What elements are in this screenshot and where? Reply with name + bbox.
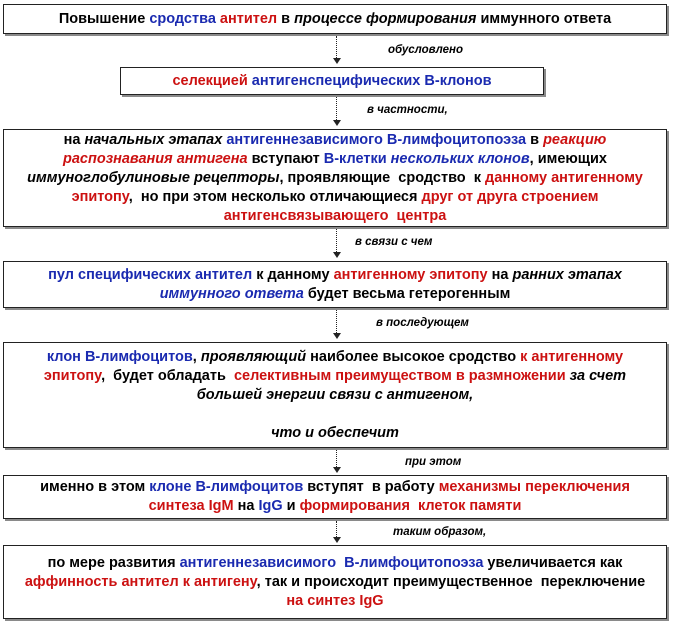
text-segment: формирования клеток памяти bbox=[299, 498, 522, 514]
box-line bbox=[4, 367, 666, 386]
text-segment: антигеннезависимого В-лимфоцитопоэза bbox=[226, 131, 527, 148]
text-segment: антигенному эпитопу bbox=[333, 266, 488, 283]
text-segment: сродства bbox=[149, 10, 216, 27]
text-segment: антител bbox=[219, 10, 278, 27]
text-segment: антигенсвязывающего центра bbox=[223, 207, 447, 224]
box-line bbox=[4, 573, 666, 592]
text-segment: селективным преимуществом в размножении bbox=[233, 367, 566, 384]
text-segment: на синтез IgG bbox=[286, 592, 384, 609]
connector-line bbox=[336, 310, 337, 333]
arrow-down-icon bbox=[333, 333, 341, 339]
text-segment: за счет bbox=[565, 367, 627, 384]
text-segment: , проявляющие сродство к bbox=[279, 169, 485, 186]
text-segment: большей энергии связи с антигеном, bbox=[196, 386, 474, 403]
text-segment: начальных этапах bbox=[84, 131, 223, 148]
connector-line bbox=[336, 229, 337, 252]
box-line bbox=[4, 478, 666, 497]
text-segment: увеличивается как bbox=[483, 554, 623, 571]
box-line bbox=[4, 285, 666, 304]
box-line bbox=[4, 207, 666, 226]
text-segment: в bbox=[526, 131, 544, 148]
increase-affinity-box bbox=[3, 4, 667, 34]
text-segment: Повышение bbox=[58, 10, 150, 27]
box-line bbox=[4, 554, 666, 573]
text-segment bbox=[333, 406, 337, 422]
text-segment: друг от друга bbox=[421, 188, 518, 205]
text-segment: на bbox=[487, 266, 513, 283]
text-segment: что и обеспечит bbox=[271, 424, 399, 441]
text-segment: , так и происходит преимущественное переключение bbox=[256, 573, 646, 590]
text-segment: , bbox=[192, 348, 201, 365]
box-line bbox=[4, 592, 666, 611]
text-segment: эпитопу bbox=[71, 188, 129, 205]
box-line bbox=[4, 169, 666, 188]
box-line bbox=[4, 10, 666, 29]
text-segment: к антигенному bbox=[520, 348, 624, 365]
connector-label: обусловлено bbox=[388, 44, 463, 56]
connector-line bbox=[336, 450, 337, 467]
text-segment: антигенспецифических В-клонов bbox=[251, 72, 492, 89]
connector-label: в частности, bbox=[367, 104, 448, 116]
text-segment: иммунного ответа bbox=[476, 10, 612, 27]
box-line bbox=[4, 150, 666, 169]
connector-label: таким образом, bbox=[393, 526, 487, 538]
text-segment: в bbox=[277, 10, 295, 27]
text-segment: IgG bbox=[258, 498, 283, 514]
text-segment: нескольких клонов bbox=[390, 150, 530, 167]
text-segment: селекцией bbox=[172, 72, 248, 89]
text-segment: процессе формирования bbox=[294, 10, 477, 27]
connector-label: в последующем bbox=[376, 317, 469, 329]
arrow-down-icon bbox=[333, 467, 341, 473]
text-segment: строением bbox=[521, 188, 599, 205]
text-segment: ранних этапах bbox=[512, 266, 622, 283]
text-segment: иммунного ответа bbox=[159, 285, 304, 302]
text-segment: реакцию bbox=[543, 131, 607, 148]
box-line bbox=[4, 131, 666, 150]
text-segment: распознавания антигена bbox=[63, 150, 248, 167]
text-segment: механизмы переключения bbox=[438, 479, 630, 495]
text-segment: , будет обладать bbox=[101, 367, 234, 384]
text-segment: аффинность антител к антигену bbox=[24, 573, 257, 590]
text-segment: , но при этом несколько отличающиеся bbox=[128, 188, 422, 205]
text-segment: пул специфических антител bbox=[48, 266, 253, 283]
arrow-down-icon bbox=[333, 58, 341, 64]
text-segment: эпитопу bbox=[43, 367, 102, 384]
connector-line bbox=[336, 97, 337, 120]
box-line bbox=[4, 348, 666, 367]
box-line bbox=[4, 497, 666, 516]
box-line bbox=[121, 72, 543, 91]
text-segment: проявляющий bbox=[200, 348, 307, 365]
arrow-down-icon bbox=[333, 120, 341, 126]
arrow-down-icon bbox=[333, 252, 341, 258]
text-segment: иммуноглобулиновые рецепторы bbox=[27, 169, 280, 186]
text-segment: вступят в работу bbox=[303, 479, 439, 495]
text-segment: именно в этом bbox=[40, 479, 150, 495]
b-clone-box bbox=[3, 342, 667, 448]
text-segment: синтеза IgM bbox=[148, 498, 234, 514]
connector-label: в связи с чем bbox=[355, 236, 433, 248]
text-segment: В-клетки bbox=[323, 150, 391, 167]
box-line bbox=[4, 266, 666, 285]
initial-stages-box bbox=[3, 129, 667, 227]
text-segment: вступают bbox=[247, 150, 324, 167]
box-line bbox=[4, 424, 666, 443]
text-segment: на bbox=[233, 498, 259, 514]
box-line bbox=[4, 405, 666, 424]
text-segment: клон В-лимфоцитов bbox=[46, 348, 193, 365]
text-segment: будет весьма гетерогенным bbox=[303, 285, 511, 302]
connector-label: при этом bbox=[405, 456, 462, 468]
box-line bbox=[4, 386, 666, 405]
text-segment: к данному bbox=[252, 266, 334, 283]
conclusion-box bbox=[3, 545, 667, 619]
connector-line bbox=[336, 521, 337, 537]
text-segment: на bbox=[63, 131, 85, 148]
text-segment: и bbox=[282, 498, 300, 514]
text-segment: данному антигенному bbox=[485, 169, 643, 186]
connector-line bbox=[336, 36, 337, 58]
text-segment: клоне В-лимфоцитов bbox=[149, 479, 304, 495]
antibody-pool-box bbox=[3, 261, 667, 308]
arrow-down-icon bbox=[333, 537, 341, 543]
box-line bbox=[4, 188, 666, 207]
text-segment: наиболее высокое сродство bbox=[306, 348, 521, 365]
switch-box bbox=[3, 475, 667, 519]
selection-box bbox=[120, 67, 544, 95]
text-segment: по мере развития bbox=[47, 554, 180, 571]
text-segment: антигеннезависимого В-лимфоцитопоэза bbox=[179, 554, 484, 571]
text-segment: , имеющих bbox=[529, 150, 607, 167]
